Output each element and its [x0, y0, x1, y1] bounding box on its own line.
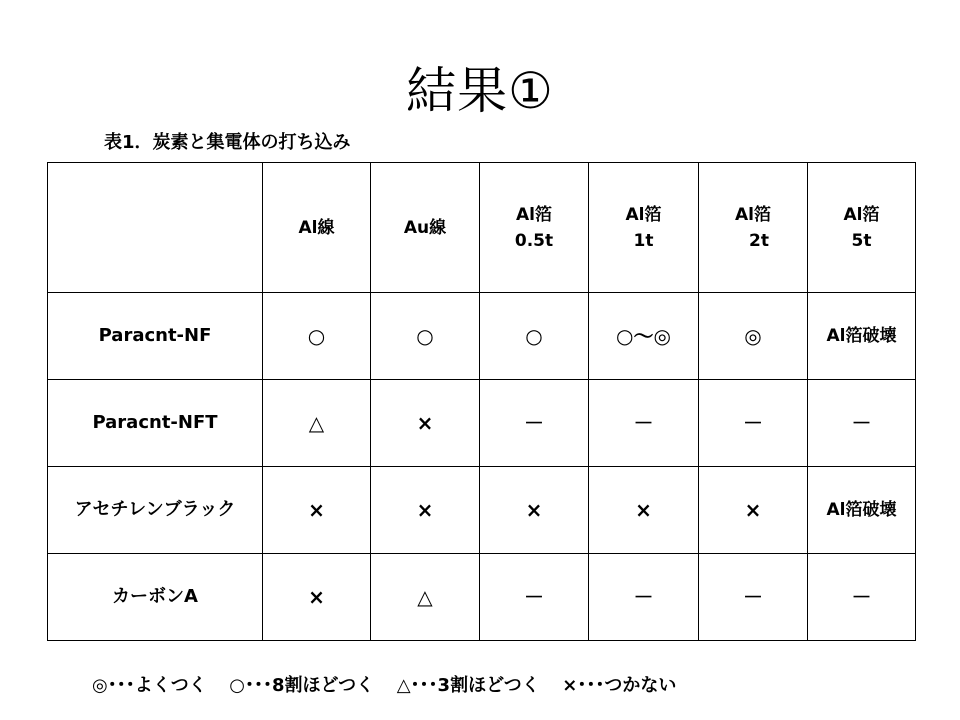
header-cell-al-foil-5: Al箔 5t [808, 163, 916, 293]
table-cell: × [371, 380, 480, 467]
legend-item-double-circle: ◎･･･よくつく [92, 675, 207, 696]
table-row [48, 467, 916, 554]
table-cell: ○ [371, 293, 480, 380]
header-cell-al-foil-1: Al箔 1t [589, 163, 699, 293]
table-cell: × [480, 467, 589, 554]
table-row [48, 380, 916, 467]
table-cell: ○～◎ [589, 293, 699, 380]
table-cell: × [263, 554, 371, 641]
header-row [48, 163, 916, 293]
table-cell: × [371, 467, 480, 554]
page-title: 結果① [406, 62, 554, 120]
legend [92, 675, 676, 697]
legend-item-circle: ○･･･8割ほどつく [229, 675, 375, 696]
table-cell: △ [371, 554, 480, 641]
table-cell: － [808, 554, 916, 641]
table-cell: － [589, 380, 699, 467]
table-row [48, 293, 916, 380]
row-label: Paracnt-NFT [48, 380, 263, 467]
table-cell: × [589, 467, 699, 554]
table-cell: × [263, 467, 371, 554]
row-label: アセチレンブラック [48, 467, 263, 554]
results-table [47, 162, 916, 641]
header-cell-au-wire: Au線 [371, 163, 480, 293]
header-cell-al-foil-2: Al箔 2t [699, 163, 808, 293]
table-cell: ○ [480, 293, 589, 380]
table-cell: － [699, 554, 808, 641]
header-cell-al-wire: Al線 [263, 163, 371, 293]
table-cell: ○ [263, 293, 371, 380]
table-caption: 表1．炭素と集電体の打ち込み [104, 132, 351, 153]
table-cell: Al箔破壊 [808, 467, 916, 554]
table-cell: － [589, 554, 699, 641]
legend-item-triangle: △･･･3割ほどつく [396, 675, 540, 696]
header-cell-al-foil-05: Al箔 0.5t [480, 163, 589, 293]
header-cell-corner [48, 163, 263, 293]
table-cell: △ [263, 380, 371, 467]
table-cell: － [480, 554, 589, 641]
table-row [48, 554, 916, 641]
row-label: Paracnt-NF [48, 293, 263, 380]
table-cell: ◎ [699, 293, 808, 380]
table-cell: Al箔破壊 [808, 293, 916, 380]
table-cell: － [808, 380, 916, 467]
table-cell: － [480, 380, 589, 467]
row-label: カーボンA [48, 554, 263, 641]
legend-item-cross: ×･･･つかない [562, 675, 677, 696]
table-cell: × [699, 467, 808, 554]
table-cell: － [699, 380, 808, 467]
